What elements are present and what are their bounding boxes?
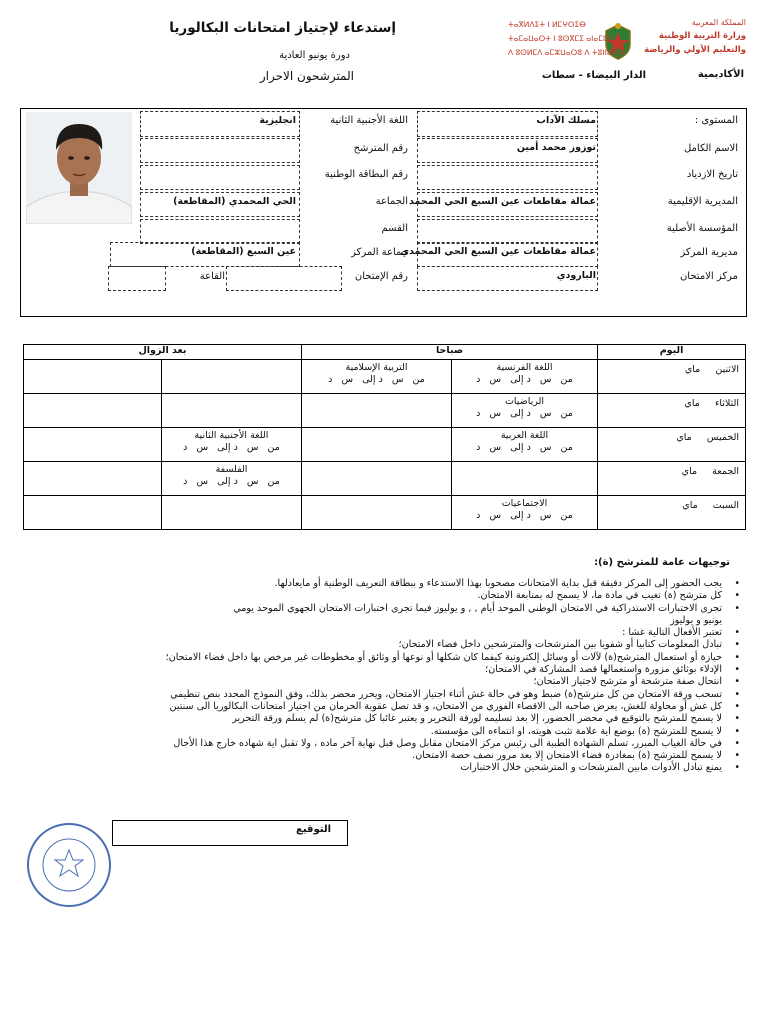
- month-name: ماي: [684, 364, 701, 375]
- directorate-value: عمالة مقاطعات عين السبع الحي المحمد: [409, 196, 596, 207]
- morning-slot-2: [302, 394, 452, 428]
- morning-slot-2: [302, 462, 452, 496]
- candidate-category: المترشحون الاحرار: [259, 69, 354, 83]
- day-cell: [598, 360, 746, 394]
- afternoon-slot-1: [162, 496, 302, 530]
- rule-item: • تجرى الاختبارات الاستدراكية في الامتحان الوطني الموحد أيام , , و يوليوز فيما تجرى اختبارات الامتحان الجهوي الموحد يومي: [28, 603, 748, 615]
- exam-center-label: مركز الامتحان: [679, 271, 738, 282]
- document-title: إستدعاء لإجتياز امتحانات البكالوريا: [169, 20, 396, 36]
- schedule-header-row: [24, 345, 746, 360]
- rule-item: • لا يسمح للمترشح (ة) بمغادرة فضاء الامتحان إلا بعد مرور نصف حصة الامتحان.: [28, 750, 748, 762]
- month-name: ماي: [681, 466, 698, 477]
- day-cell: [598, 428, 746, 462]
- afternoon-slot-1: [162, 360, 302, 394]
- afternoon-slot-1: [162, 394, 302, 428]
- rules-list: [28, 578, 748, 775]
- time-range: من س د إلى س د: [476, 374, 573, 385]
- signature-box: [112, 820, 348, 846]
- subject-name: اللغة الأجنبية الثانية: [194, 430, 269, 441]
- ministry-line-3: والتعليم الأولي والرياضة: [644, 45, 746, 55]
- level-value: مسلك الآداب: [536, 115, 596, 126]
- rule-item: • تسحب ورقة الامتحان من كل مترشح(ة) ضبط وهو في حالة غش أثناء اجتياز الامتحان، ويحرر محضر بذلك، وفق النموذج المحدد بنص تنظيمي: [28, 689, 748, 701]
- level-label: المستوى :: [694, 115, 738, 126]
- morning-slot-1: [452, 428, 598, 462]
- tifinagh-line-2: ⵜⴰⵎⴰⵡⴰⵙⵜ ⵏ ⵓⵙⴳⵎⵉ ⴰⵏⴰⵎⵓⵔ: [508, 34, 615, 43]
- tifinagh-line-3: ⴷ ⵓⵙⵍⵎⴷ ⴰⵎⵣⵡⴰⵔⵓ ⴷ ⵜⵓⵏⵏⵓⵏⴳⴰ: [508, 48, 624, 57]
- origin-school-field: [417, 219, 598, 244]
- rule-item: • يجب الحضور إلى المركز دقيقة قبل بداية الامتحانات مصحوبا بهذا الاستدعاء و ببطاقة التعريف الوطنية أو مايعادلها.: [28, 578, 748, 590]
- center-directorate-value: عمالة مقاطعات عين السبع الحي المحمدي: [400, 246, 596, 257]
- ministry-header: [626, 18, 746, 66]
- morning-slot-1: [452, 360, 598, 394]
- subject-name: التربية الإسلامية: [345, 362, 408, 373]
- day-cell: [598, 496, 746, 530]
- time-range: من س د إلى س د: [476, 510, 573, 521]
- exam-number-label: رقم الإمتحان: [354, 271, 408, 282]
- day-name: الجمعة: [712, 466, 740, 477]
- afternoon-slot-1: [162, 428, 302, 462]
- subject-name: اللغة العربية: [500, 430, 549, 441]
- day-name: السبت: [712, 500, 740, 511]
- foreign-language-value: انجليزية: [259, 115, 296, 126]
- exam-number-field: [226, 266, 342, 291]
- schedule-row: [24, 394, 746, 428]
- month-name: ماي: [682, 500, 698, 511]
- foreign-language-label: اللغة الأجنبية الثانية: [330, 115, 408, 126]
- schedule-row: [24, 360, 746, 394]
- schedule-row: [24, 462, 746, 496]
- section-field: [140, 219, 300, 244]
- commune-label: الجماعة: [375, 196, 408, 207]
- afternoon-slot-2: [24, 360, 162, 394]
- afternoon-slot-2: [24, 394, 162, 428]
- section-label: القسم: [381, 223, 408, 234]
- day-name: الخميس: [706, 432, 740, 443]
- ministry-line-1: المملكة المغربية: [691, 18, 746, 27]
- afternoon-slot-2: [24, 428, 162, 462]
- afternoon-slot-2: [24, 462, 162, 496]
- time-range: من س د إلى س د: [476, 442, 573, 453]
- morning-slot-2: [302, 496, 452, 530]
- subject-name: الرياضيات: [504, 396, 545, 407]
- rule-item: • لا يسمح للمترشح بالتوقيع في محضر الحضور، إلا بعد تسليمه لورقة التحرير و يعتبر غائبا كل مترشح(ة) لم يسلم ورقة التحرير: [28, 713, 748, 725]
- afternoon-header: بعد الزوال: [24, 345, 302, 360]
- morning-slot-2: [302, 428, 452, 462]
- tifinagh-header: [508, 20, 624, 66]
- rule-item: • كل غش أو محاولة للغش، يعرض صاحبه الى الاقصاء الفوري من الامتحان، و قد تصل عقوبة الحرمان من اجتياز امتحانات البكالوريا الى سنتين: [28, 701, 748, 713]
- rule-item: • الإدلاء بوثائق مزورة واستعمالها قصد المشاركة في الامتحان؛: [28, 664, 748, 676]
- day-name: الاثنين: [715, 364, 740, 375]
- morning-slot-1: [452, 496, 598, 530]
- candidate-number-field: [140, 138, 300, 163]
- directorate-label: المديرية الإقليمية: [667, 196, 738, 207]
- month-name: ماي: [676, 432, 692, 443]
- candidate-photo: [26, 112, 132, 224]
- rule-item: • لا يسمح للمترشح (ة) بوضع اية علامة تثبت هويته، او انتماءه الى مؤسسته.: [28, 726, 748, 738]
- schedule-row: [24, 428, 746, 462]
- signature-label: التوقيع: [296, 824, 331, 835]
- svg-text:المملكة المغربية - الأكاديمية: [26, 822, 30, 824]
- rule-item: • تبادل المعلومات كتابيا أو شفويا بين المترشحات والمترشحين داخل فضاء الامتحان؛: [28, 639, 748, 651]
- time-range: من س د إلى س د: [476, 408, 573, 419]
- subject-name: اللغة الفرنسية: [496, 362, 553, 373]
- academy-value: الدار البيضاء - سطات: [541, 70, 646, 81]
- fullname-value: توزوز محمد أمين: [516, 142, 596, 153]
- subject-name: الاجتماعيات: [501, 498, 548, 509]
- time-range: من س د إلى س د: [183, 476, 280, 487]
- afternoon-slot-1: [162, 462, 302, 496]
- month-name: ماي: [684, 398, 700, 409]
- time-range: من س د إلى س د: [328, 374, 425, 385]
- rule-item: • انتحال صفة مترشحة أو مترشح لاجتياز الامتحان؛: [28, 676, 748, 688]
- exam-schedule-table: [23, 344, 746, 530]
- time-range: من س د إلى س د: [183, 442, 280, 453]
- ministry-line-2: وزارة التربية الوطنية: [658, 31, 746, 41]
- rule-item: • يمنع تبادل الأدوات مابين المترشحات و المترشحين خلال الاختبارات: [28, 762, 748, 774]
- morning-slot-1: [452, 394, 598, 428]
- schedule-row: [24, 496, 746, 530]
- rule-item: يونيو و يوليوز: [670, 614, 722, 626]
- afternoon-slot-2: [24, 496, 162, 530]
- center-commune-label: جماعة المركز: [351, 247, 408, 258]
- stamp-text: [26, 822, 30, 824]
- rule-item: • في حالة الغياب المبرر، تسلم الشهادة الطبية الى رئيس مركز الامتحان مقابل وصل قبل نهاية آخر ماده ، ولا تقبل اية شهاده خارج هذا الأجال: [28, 738, 748, 750]
- fullname-label: الاسم الكامل: [683, 143, 738, 154]
- official-stamp: [26, 822, 112, 908]
- morning-slot-2: [302, 360, 452, 394]
- day-header: اليوم: [598, 345, 746, 360]
- day-cell: [598, 462, 746, 496]
- day-cell: [598, 394, 746, 428]
- day-name: الثلاثاء: [714, 398, 740, 409]
- national-id-field: [140, 165, 300, 190]
- origin-school-label: المؤسسة الأصلية: [666, 223, 738, 234]
- rule-item: • تعتبر الأفعال التالية غشا :: [28, 627, 748, 639]
- morning-slot-1: [452, 462, 598, 496]
- rules-title: توجيهات عامة للمترشح (ة):: [594, 557, 730, 568]
- national-id-label: رقم البطاقة الوطنية: [324, 169, 408, 180]
- hall-label: القاعة: [199, 271, 225, 282]
- commune-value: الحي المحمدي (المقاطعة): [173, 196, 296, 207]
- morning-header: صباحا: [302, 345, 598, 360]
- subject-name: الفلسفة: [215, 464, 248, 475]
- birthdate-field: [417, 165, 598, 190]
- rule-item: • كل مترشح (ة) تغيب في مادة ما، لا يسمح له بمتابعة الامتحان.: [28, 590, 748, 602]
- session-label: دورة يونيو العادية: [279, 50, 350, 61]
- center-commune-value: عين السبع (المقاطعة): [191, 246, 296, 257]
- exam-center-value: البارودي: [556, 270, 596, 281]
- birthdate-label: تاريخ الازدياد: [686, 169, 738, 180]
- tifinagh-line-1: ⵜⴰⴳⵍⴷⵉⵜ ⵏ ⵍⵎⵖⵔⵉⴱ: [508, 20, 586, 29]
- academy-label: الأكاديمية: [697, 69, 744, 80]
- candidate-number-label: رقم المترشح: [353, 143, 408, 154]
- hall-field: [108, 266, 166, 291]
- center-directorate-label: مديرية المركز: [680, 247, 738, 258]
- rule-item: • حيازة أو استعمال المترشح(ة) لآلات أو وسائل إلكترونية كيفما كان شكلها أو نوعها أو وثائق أو مخطوطات غير مرخص بها داخل فضاء الامتحان؛: [28, 652, 748, 664]
